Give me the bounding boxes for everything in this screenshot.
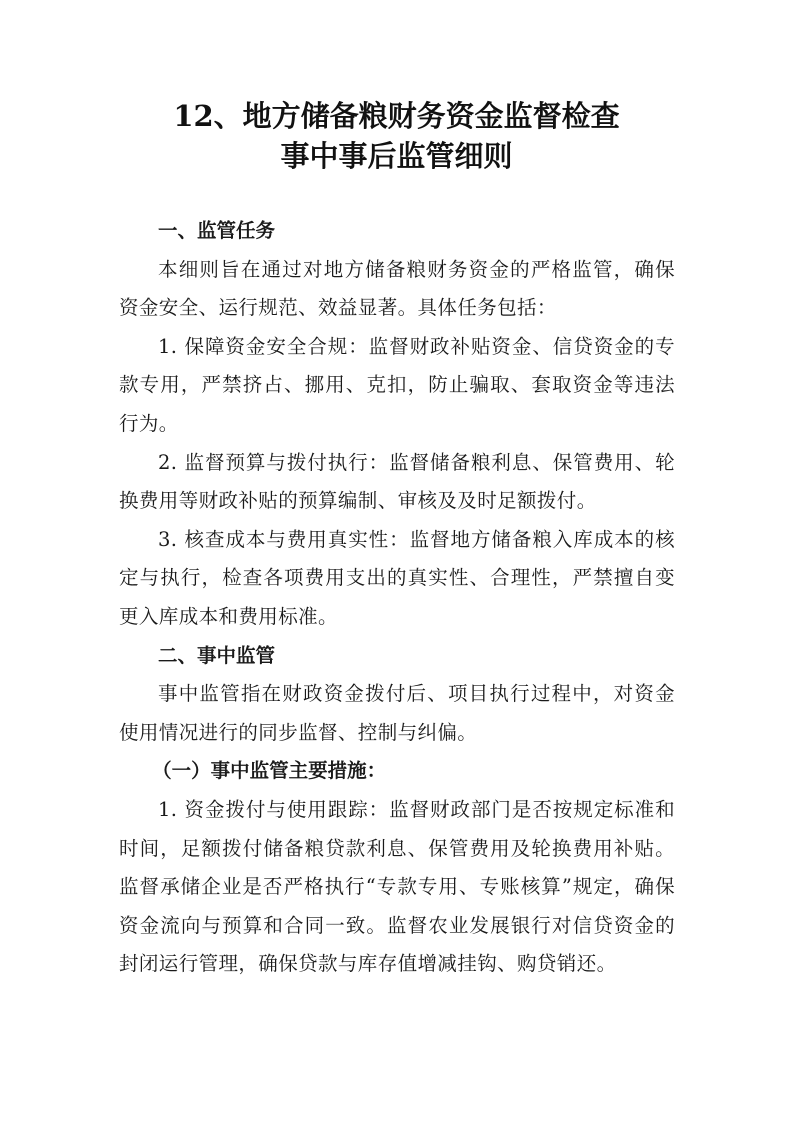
- document-body: [119, 212, 675, 984]
- section-1-item-2: 2. 监督预算与拨付执行：监督储备粮利息、保管费用、轮换费用等财政补贴的预算编制、审核及及时足额拨付。: [119, 450, 675, 513]
- section-1-item-1: 1. 保障资金安全合规：监督财政补贴资金、信贷资金的专款专用，严禁挤占、挪用、克扣，防止骗取、套取资金等违法行为。: [119, 334, 675, 435]
- section-2-intro: 事中监管指在财政资金拨付后、项目执行过程中，对资金使用情况进行的同步监督、控制与纠偏。: [119, 682, 675, 744]
- section-2-heading: 二、事中监管: [158, 643, 276, 667]
- section-1-intro: 本细则旨在通过对地方储备粮财务资金的严格监管，确保资金安全、运行规范、效益显著。具体任务包括：: [119, 257, 675, 320]
- section-2-sub-1-item-1: 1. 资金拨付与使用跟踪：监督财政部门是否按规定标准和时间，足额拨付储备粮贷款利息、保管费用及轮换费用补贴。监督承储企业是否严格执行“专款专用、专账核算”规定，确保资金流向与预算和合同一致。监督农业发展银行对信贷资金的封闭运行管理，确保贷款与库存值增减挂钩、购贷销还。: [119, 797, 675, 976]
- document-title: [0, 96, 793, 176]
- section-2-subheading-1: （一）事中监管主要措施：: [152, 759, 387, 783]
- section-1-item-3: 3. 核查成本与费用真实性：监督地方储备粮入库成本的核定与执行，检查各项费用支出的真实性、合理性，严禁擅自变更入库成本和费用标准。: [119, 527, 675, 628]
- section-1-heading: 一、监管任务: [158, 219, 276, 242]
- title-line-1: 12、地方储备粮财务资金监督检查: [173, 99, 620, 133]
- title-line-2: 事中事后监管细则: [280, 139, 513, 173]
